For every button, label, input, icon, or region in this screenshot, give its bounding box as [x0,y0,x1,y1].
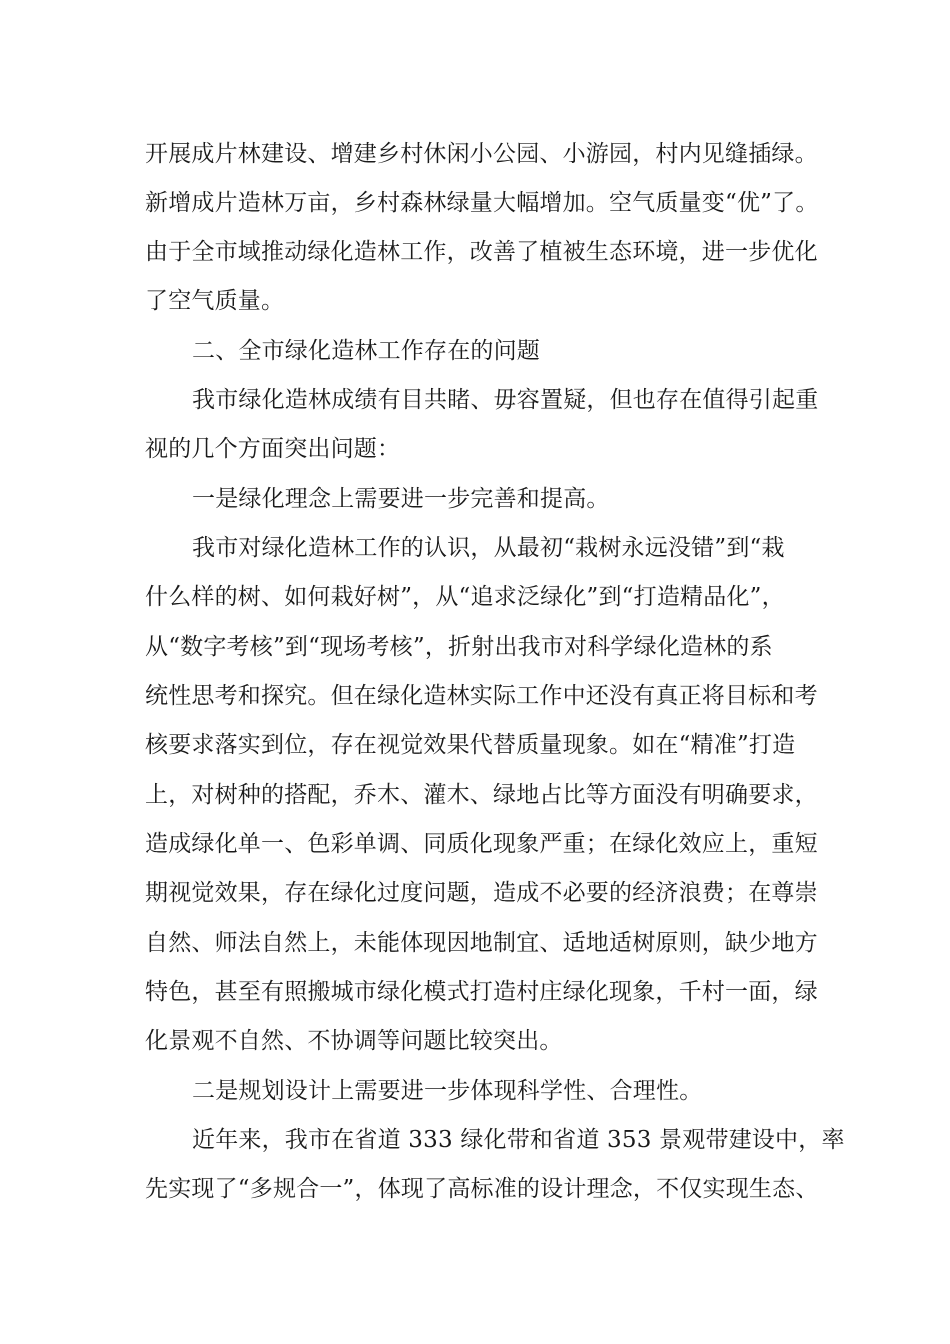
body-text-line: 先实现了“多规合一”，体现了高标准的设计理念，不仅实现生态、 [145,1176,819,1202]
body-text-line: 期视觉效果，存在绿化过度问题，造成不必要的经济浪费；在尊崇 [145,880,818,906]
paragraph-first-line: 我市对绿化造林工作的认识，从最初“栽树永远没错”到“栽 [192,535,785,561]
body-text-line: 新增成片造林万亩，乡村森林绿量大幅增加。空气质量变“优”了。 [145,190,819,216]
body-text-line: 什么样的树、如何栽好树”，从“追求泛绿化”到“打造精品化”， [145,584,785,610]
paragraph-first-line: 我市绿化造林成绩有目共睹、毋容置疑，但也存在值得引起重 [192,387,819,413]
body-text-line: 统性思考和探究。但在绿化造林实际工作中还没有真正将目标和考 [145,683,818,709]
body-text-line: 了空气质量。 [145,288,285,314]
body-text-line: 核要求落实到位，存在视觉效果代替质量现象。如在“精准”打造 [145,732,796,758]
paragraph-first-line: 近年来，我市在省道 333 绿化带和省道 353 景观带建设中，率 [192,1127,845,1153]
body-text-line: 特色，甚至有照搬城市绿化模式打造村庄绿化现象，千村一面，绿 [145,979,818,1005]
subsection-heading: 二是规划设计上需要进一步体现科学性、合理性。 [192,1078,703,1104]
body-text-line: 从“数字考核”到“现场考核”，折射出我市对科学绿化造林的系 [145,634,773,660]
section-heading: 二、全市绿化造林工作存在的问题 [192,338,540,364]
body-text-line: 开展成片林建设、增建乡村休闲小公园、小游园，村内见缝插绿。 [145,141,818,167]
subsection-heading: 一是绿化理念上需要进一步完善和提高。 [192,486,610,512]
body-text-line: 自然、师法自然上，未能体现因地制宜、适地适树原则，缺少地方 [145,930,818,956]
body-text-line: 由于全市域推动绿化造林工作，改善了植被生态环境，进一步优化 [145,239,818,265]
body-text-line: 造成绿化单一、色彩单调、同质化现象严重；在绿化效应上，重短 [145,831,818,857]
body-text-line: 上，对树种的搭配，乔木、灌木、绿地占比等方面没有明确要求， [145,782,818,808]
body-text-line: 化景观不自然、不协调等问题比较突出。 [145,1028,563,1054]
body-text-line: 视的几个方面突出问题： [145,436,401,462]
